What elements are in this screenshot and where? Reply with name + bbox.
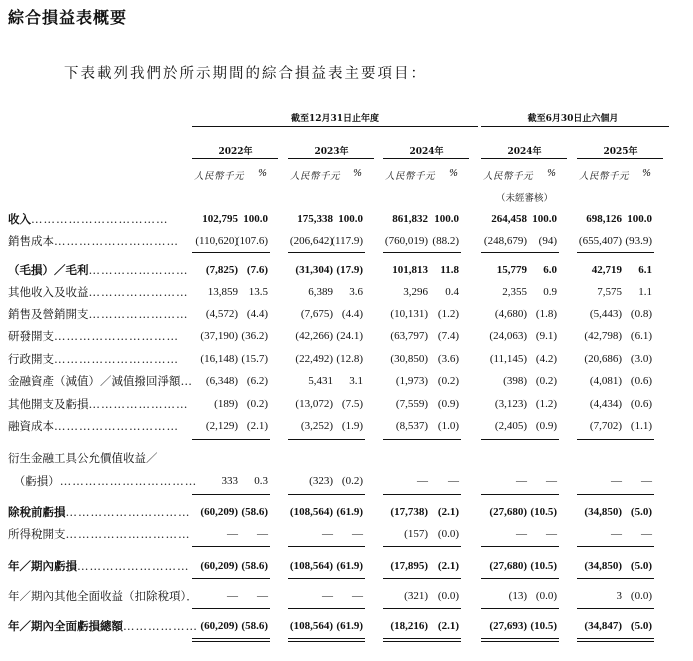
percent-cell: (10.5) <box>530 560 557 572</box>
year-rule <box>383 158 469 159</box>
percent-cell: 100.0 <box>627 213 652 225</box>
table-rule <box>626 641 654 642</box>
year-header: 2022年 <box>218 147 253 157</box>
amount-cell: (7,675) <box>300 308 333 320</box>
amount-cell: (4,680) <box>494 308 527 320</box>
percent-cell: (93.9) <box>625 235 652 247</box>
group-rule-annual <box>192 126 478 127</box>
percent-cell: — <box>257 528 268 540</box>
table-rule <box>433 641 461 642</box>
amount-cell: (60,209) <box>200 506 238 518</box>
table-row <box>0 415 693 437</box>
table-rule <box>337 439 365 440</box>
amount-cell: (30,850) <box>390 353 428 365</box>
amount-cell: — <box>516 475 527 487</box>
amount-cell: (2,129) <box>205 420 238 432</box>
amount-cell: (17,895) <box>390 560 428 572</box>
unit-label: 人民幣千元 <box>579 171 630 182</box>
amount-cell: (108,564) <box>289 560 333 572</box>
unit-label: 人民幣千元 <box>290 171 341 182</box>
table-rule <box>433 439 461 440</box>
amount-cell: (16,148) <box>200 353 238 365</box>
percent-cell: (2.1) <box>437 620 459 632</box>
table-rule <box>242 608 270 609</box>
table-rule <box>337 546 365 547</box>
amount-cell: (1,973) <box>395 375 428 387</box>
percent-cell: (61.9) <box>336 620 363 632</box>
row-label: 年／期內其他全面收益（扣除稅項）． <box>8 589 199 603</box>
year-header: 2023年 <box>314 147 349 157</box>
percent-cell: (17.9) <box>336 264 363 276</box>
amount-cell: (34,850) <box>584 506 622 518</box>
amount-cell: 13,859 <box>207 286 238 298</box>
table-rule <box>626 494 654 495</box>
percent-cell: (0.9) <box>437 398 459 410</box>
amount-cell: 333 <box>221 475 238 487</box>
table-rule <box>531 638 559 639</box>
unaudited-note: （未經審核） <box>496 193 554 204</box>
table-rule <box>531 641 559 642</box>
table-rule <box>337 252 365 253</box>
percent-cell: (0.2) <box>246 398 268 410</box>
table-row <box>0 555 693 577</box>
percent-cell: (12.8) <box>336 353 363 365</box>
percent-cell: (10.5) <box>530 506 557 518</box>
percent-cell: (0.2) <box>341 475 363 487</box>
table-row <box>0 523 693 545</box>
table-rule <box>337 608 365 609</box>
year-rule <box>288 158 374 159</box>
amount-cell: (60,209) <box>200 560 238 572</box>
table-row <box>0 303 693 325</box>
percent-cell: 3.1 <box>349 375 363 387</box>
amount-cell: (321) <box>404 590 428 602</box>
amount-cell: (18,216) <box>390 620 428 632</box>
row-label: 年／期內虧損……………………… <box>8 559 190 573</box>
percent-cell: (61.9) <box>336 506 363 518</box>
amount-cell: (157) <box>404 528 428 540</box>
amount-cell: — <box>322 528 333 540</box>
amount-cell: (13,072) <box>295 398 333 410</box>
amount-cell: (42,798) <box>584 330 622 342</box>
percent-cell: 0.3 <box>254 475 268 487</box>
unit-label: 人民幣千元 <box>385 171 436 182</box>
amount-cell: (7,825) <box>205 264 238 276</box>
percent-cell: (0.6) <box>630 375 652 387</box>
percent-cell <box>582 447 652 469</box>
table-rule <box>626 638 654 639</box>
amount-cell: (4,081) <box>589 375 622 387</box>
table-rule <box>242 578 270 579</box>
percent-cell: 100.0 <box>338 213 363 225</box>
table-row <box>0 281 693 303</box>
percent-cell: (10.5) <box>530 620 557 632</box>
percent-cell: (58.6) <box>241 620 268 632</box>
amount-cell: — <box>227 590 238 602</box>
percent-cell: 100.0 <box>532 213 557 225</box>
percent-cell: (0.6) <box>630 398 652 410</box>
percent-cell: (0.0) <box>437 528 459 540</box>
row-label: 其他收入及收益…………………… <box>8 285 189 299</box>
table-rule <box>433 494 461 495</box>
percent-cell: (94) <box>538 235 557 247</box>
unit-label: 人民幣千元 <box>483 171 534 182</box>
percent-cell: (1.8) <box>535 308 557 320</box>
row-label: 衍生金融工具公允價值收益／ <box>8 451 158 465</box>
table-rule <box>337 638 365 639</box>
amount-cell: (5,443) <box>589 308 622 320</box>
amount-cell: (10,131) <box>390 308 428 320</box>
amount-cell: (27,680) <box>489 560 527 572</box>
table-row <box>0 325 693 347</box>
table-rule <box>531 608 559 609</box>
amount-cell: (3,252) <box>300 420 333 432</box>
percent-cell: (1.0) <box>437 420 459 432</box>
percent-cell: (2.1) <box>437 506 459 518</box>
percent-cell: (5.0) <box>630 620 652 632</box>
amount-cell: (7,559) <box>395 398 428 410</box>
table-rule <box>626 578 654 579</box>
row-label: 所得稅開支………………………… <box>8 527 191 541</box>
table-rule <box>242 641 270 642</box>
group-header-annual: 截至12月31日止年度 <box>290 114 380 124</box>
percent-cell: (4.2) <box>535 353 557 365</box>
percent-cell: — <box>641 475 652 487</box>
percent-cell: (4.4) <box>341 308 363 320</box>
table-rule <box>626 546 654 547</box>
section-title: 綜合損益表概要 <box>8 8 128 27</box>
percent-cell: (7.5) <box>341 398 363 410</box>
table-rule <box>531 252 559 253</box>
percent-cell: 100.0 <box>243 213 268 225</box>
percent-cell: (0.0) <box>535 590 557 602</box>
amount-cell: (42,266) <box>295 330 333 342</box>
percent-cell: (58.6) <box>241 560 268 572</box>
row-label: 銷售及營銷開支…………………… <box>8 307 189 321</box>
percent-cell: (5.0) <box>630 560 652 572</box>
table-rule <box>531 494 559 495</box>
percent-cell: 11.8 <box>440 264 459 276</box>
percent-label: % <box>449 168 459 179</box>
amount-cell: 3,296 <box>403 286 428 298</box>
amount-cell: (8,537) <box>395 420 428 432</box>
percent-cell: 3.6 <box>349 286 363 298</box>
row-label: （虧損）…………………………… <box>8 474 198 488</box>
percent-cell: (36.2) <box>241 330 268 342</box>
table-row <box>0 230 693 252</box>
percent-label: % <box>642 168 652 179</box>
table-rule <box>531 578 559 579</box>
table-rule <box>242 252 270 253</box>
percent-cell: (7.4) <box>437 330 459 342</box>
table-rule <box>242 546 270 547</box>
table-rule <box>242 638 270 639</box>
amount-cell: (34,850) <box>584 560 622 572</box>
year-header: 2024年 <box>507 147 542 157</box>
amount-cell: (108,564) <box>289 620 333 632</box>
table-rule <box>626 252 654 253</box>
table-row <box>0 501 693 523</box>
table-rule <box>337 494 365 495</box>
table-rule <box>337 641 365 642</box>
amount-cell: (655,407) <box>578 235 622 247</box>
row-label: 收入…………………………… <box>8 212 169 226</box>
table-rule <box>242 439 270 440</box>
amount-cell: — <box>417 475 428 487</box>
amount-cell: — <box>611 475 622 487</box>
row-label: 銷售成本………………………… <box>8 234 179 248</box>
percent-cell: (4.4) <box>246 308 268 320</box>
amount-cell: (20,686) <box>584 353 622 365</box>
percent-cell: (5.0) <box>630 506 652 518</box>
table-row <box>0 259 693 281</box>
year-rule <box>192 158 278 159</box>
percent-cell: (0.0) <box>437 590 459 602</box>
percent-cell: (6.1) <box>630 330 652 342</box>
amount-cell: (760,019) <box>384 235 428 247</box>
amount-cell: (248,679) <box>483 235 527 247</box>
amount-cell: (22,492) <box>295 353 333 365</box>
percent-cell: 1.1 <box>638 286 652 298</box>
table-rule <box>433 252 461 253</box>
amount-cell: 5,431 <box>308 375 333 387</box>
table-row <box>0 447 693 469</box>
table-row <box>0 348 693 370</box>
percent-cell: (24.1) <box>336 330 363 342</box>
amount-cell: (4,434) <box>589 398 622 410</box>
table-row <box>0 470 693 492</box>
unit-label: 人民幣千元 <box>194 171 245 182</box>
amount-cell: (27,680) <box>489 506 527 518</box>
amount-cell: (17,738) <box>390 506 428 518</box>
percent-cell: 6.1 <box>638 264 652 276</box>
percent-cell: (2.1) <box>246 420 268 432</box>
percent-cell: 0.9 <box>543 286 557 298</box>
amount-cell: 2,355 <box>502 286 527 298</box>
amount-cell: — <box>322 590 333 602</box>
percent-cell: — <box>641 528 652 540</box>
amount-cell: (110,620) <box>195 235 238 247</box>
table-row <box>0 585 693 607</box>
amount-cell: (37,190) <box>200 330 238 342</box>
amount-cell: (34,847) <box>584 620 622 632</box>
percent-cell: (117.9) <box>331 235 363 247</box>
table-rule <box>433 638 461 639</box>
amount-cell: 101,813 <box>392 264 428 276</box>
percent-cell: (3.0) <box>630 353 652 365</box>
amount-cell: (3,123) <box>494 398 527 410</box>
table-row <box>0 393 693 415</box>
table-rule <box>626 439 654 440</box>
amount-cell: (2,405) <box>494 420 527 432</box>
percent-cell: — <box>546 528 557 540</box>
percent-cell: (58.6) <box>241 506 268 518</box>
amount-cell: (63,797) <box>390 330 428 342</box>
percent-cell: — <box>352 590 363 602</box>
percent-cell <box>198 447 268 469</box>
percent-cell: (1.1) <box>630 420 652 432</box>
percent-cell <box>487 447 557 469</box>
amount-cell: (60,209) <box>200 620 238 632</box>
percent-cell: (0.8) <box>630 308 652 320</box>
percent-cell: — <box>448 475 459 487</box>
percent-cell: (88.2) <box>432 235 459 247</box>
percent-cell <box>389 447 459 469</box>
percent-cell <box>293 447 363 469</box>
amount-cell: 3 <box>616 590 622 602</box>
percent-cell: (0.2) <box>535 375 557 387</box>
amount-cell: 15,779 <box>496 264 527 276</box>
percent-cell: (1.2) <box>437 308 459 320</box>
amount-cell: (27,693) <box>489 620 527 632</box>
percent-cell: — <box>352 528 363 540</box>
percent-cell: (107.6) <box>235 235 268 247</box>
percent-cell: 0.4 <box>445 286 459 298</box>
table-rule <box>433 578 461 579</box>
table-rule <box>242 494 270 495</box>
percent-cell: — <box>546 475 557 487</box>
percent-cell: (1.9) <box>341 420 363 432</box>
row-label: （毛損）／毛利…………………… <box>8 263 189 277</box>
percent-cell: (3.6) <box>437 353 459 365</box>
table-rule <box>337 578 365 579</box>
percent-cell: (0.0) <box>630 590 652 602</box>
row-label: 研發開支………………………… <box>8 329 179 343</box>
amount-cell: (323) <box>309 475 333 487</box>
row-label: 年／期內全面虧損總額……………… <box>8 619 198 633</box>
amount-cell: (398) <box>503 375 527 387</box>
percent-label: % <box>547 168 557 179</box>
amount-cell: (24,063) <box>489 330 527 342</box>
amount-cell: — <box>516 528 527 540</box>
row-label: 融資成本………………………… <box>8 419 179 433</box>
table-rule <box>531 439 559 440</box>
percent-cell: (61.9) <box>336 560 363 572</box>
table-row <box>0 615 693 637</box>
amount-cell: 42,719 <box>591 264 622 276</box>
group-header-interim: 截至6月30日止六個月 <box>527 114 619 124</box>
amount-cell: (6,348) <box>205 375 238 387</box>
group-rule-interim <box>481 126 669 127</box>
table-row <box>0 370 693 392</box>
percent-cell: (0.2) <box>437 375 459 387</box>
year-header: 2025年 <box>603 147 638 157</box>
amount-cell: (206,642) <box>289 235 333 247</box>
table-row <box>0 208 693 230</box>
percent-cell: (1.2) <box>535 398 557 410</box>
percent-cell: 6.0 <box>543 264 557 276</box>
amount-cell: 698,126 <box>586 213 622 225</box>
amount-cell: 264,458 <box>491 213 527 225</box>
percent-label: % <box>258 168 268 179</box>
amount-cell: (4,572) <box>205 308 238 320</box>
amount-cell: (189) <box>214 398 238 410</box>
amount-cell: — <box>611 528 622 540</box>
table-rule <box>626 608 654 609</box>
year-rule <box>481 158 567 159</box>
amount-cell: — <box>227 528 238 540</box>
amount-cell: 175,338 <box>297 213 333 225</box>
row-label: 金融資產（減值）／減值撥回淨額… <box>8 374 193 388</box>
amount-cell: (11,145) <box>489 353 527 365</box>
amount-cell: 861,832 <box>392 213 428 225</box>
percent-cell: (15.7) <box>241 353 268 365</box>
percent-cell: (7.6) <box>246 264 268 276</box>
percent-cell: (2.1) <box>437 560 459 572</box>
percent-cell: 13.5 <box>248 286 268 298</box>
amount-cell: (7,702) <box>589 420 622 432</box>
amount-cell: 102,795 <box>202 213 238 225</box>
amount-cell: 6,389 <box>308 286 333 298</box>
percent-cell: 100.0 <box>434 213 459 225</box>
table-rule <box>433 546 461 547</box>
percent-cell: (9.1) <box>535 330 557 342</box>
table-rule <box>433 608 461 609</box>
row-label: 其他開支及虧損…………………… <box>8 397 189 411</box>
year-rule <box>577 158 663 159</box>
amount-cell: 7,575 <box>597 286 622 298</box>
amount-cell: (13) <box>508 590 527 602</box>
amount-cell: (108,564) <box>289 506 333 518</box>
amount-cell: (31,304) <box>295 264 333 276</box>
percent-cell: — <box>257 590 268 602</box>
percent-cell: (0.9) <box>535 420 557 432</box>
row-label: 行政開支………………………… <box>8 352 179 366</box>
year-header: 2024年 <box>409 147 444 157</box>
table-rule <box>531 546 559 547</box>
percent-cell: (6.2) <box>246 375 268 387</box>
percent-label: % <box>353 168 363 179</box>
intro-text: 下表載列我們於所示期間的綜合損益表主要項目： <box>64 66 427 82</box>
row-label: 除稅前虧損………………………… <box>8 505 191 519</box>
